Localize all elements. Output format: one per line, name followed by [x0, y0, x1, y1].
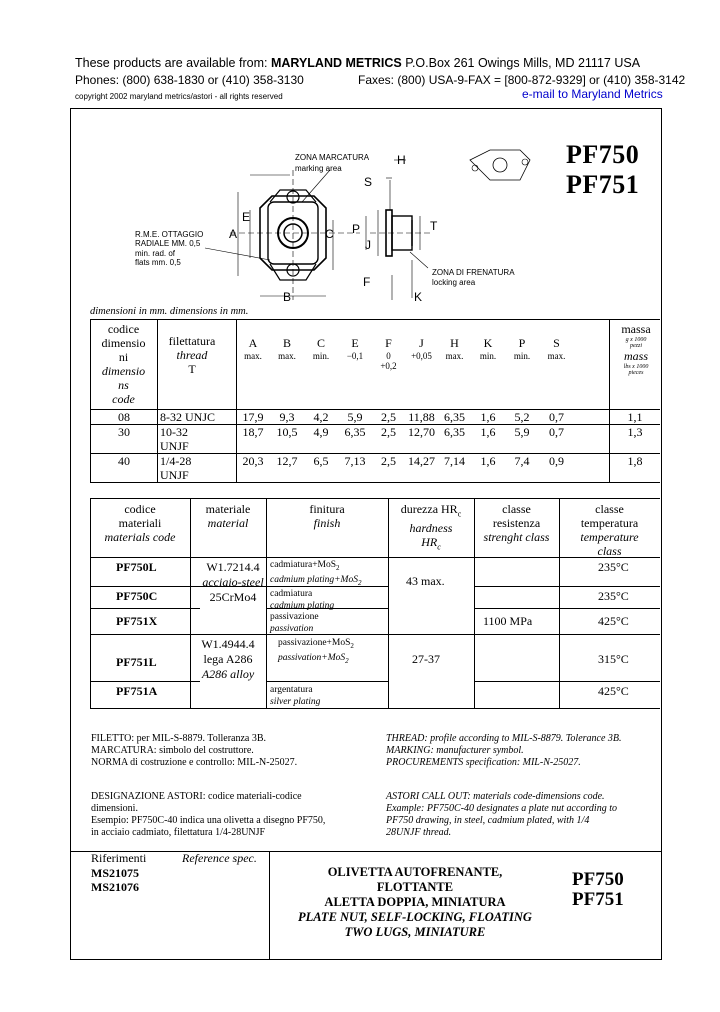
mat-25crmo4: 25CrMo4: [209, 590, 257, 604]
fin-argentatura: argentatura: [270, 685, 313, 695]
dim-cell: 10,5: [276, 425, 298, 439]
mh-materiali: materiali: [118, 516, 162, 530]
copyright: copyright 2002 maryland metrics/astori - all rights reserved: [75, 92, 283, 101]
desc-olivetta: OLIVETTA AUTOFRENANTE,: [327, 865, 503, 879]
note-acciaio: in acciaio cadmiato, filettatura 1/4-28UNJF: [91, 827, 266, 838]
locking-area-label: locking area: [432, 278, 476, 287]
note-norma: NORMA di costruzione e controllo: MIL-N-25027.: [91, 757, 298, 768]
dim-letter-p: P: [352, 222, 361, 236]
dim-col-head: [405, 336, 438, 361]
dim-cell: 5,2: [514, 410, 530, 424]
mat-code-pf750l: PF750L: [116, 560, 157, 574]
notes-italian: [91, 733, 297, 769]
mat-code-pf751l: PF751L: [116, 655, 157, 669]
desc-aletta: ALETTA DOPPIA, MINIATURA: [324, 895, 506, 909]
fin-text-en: passivation+MoS: [278, 652, 346, 663]
dim-col-head: [505, 336, 539, 361]
raccordo-label-3: min. rad. of: [135, 249, 176, 258]
mh-materials-code: materials code: [104, 530, 176, 544]
mh-durezza: durezza HR: [400, 502, 458, 516]
dim-col-letter: E: [351, 336, 359, 350]
zona-marcatura-label: ZONA MARCATURA: [295, 153, 370, 162]
mat-row-sep: [90, 681, 200, 682]
dim-cell: 5,9: [514, 425, 530, 439]
strength-1100: 1100 MPa: [483, 614, 533, 628]
dim-cell: 6,35: [344, 425, 366, 439]
dim-row-thread: 10-32: [160, 425, 188, 439]
h-pieces: pieces: [628, 370, 644, 376]
note-marking: MARKING: manufacturer symbol.: [386, 745, 524, 756]
dim-cell: 7,14: [444, 454, 465, 468]
mat-row-sep: [90, 608, 200, 609]
dim-col-letter: H: [450, 336, 459, 350]
dim-cell: 0,7: [549, 425, 564, 439]
dim-row-thread: 1/4-28: [160, 454, 192, 468]
material-a286: [190, 637, 266, 682]
dim-col-head: [236, 336, 270, 361]
dim-letter-b: B: [283, 290, 292, 304]
ms21075: MS21075: [91, 866, 139, 880]
mh-codice: codice: [124, 502, 156, 516]
mh-resistenza: resistenza: [492, 516, 541, 530]
dim-col-letter: A: [248, 336, 258, 350]
technical-drawing: [130, 140, 560, 310]
raccordo-label-2: RADIALE MM. 0,5: [135, 239, 201, 248]
dim-letter-c: C: [325, 227, 334, 241]
mh-class: class: [597, 544, 622, 558]
dim-col-head: [270, 336, 304, 361]
mat-table-top: [90, 498, 660, 499]
mat-code-pf751x: PF751X: [116, 614, 158, 628]
fin-cadmium-plating: cadmium plating: [270, 601, 335, 611]
dim-col-head: [338, 336, 372, 361]
mat-head-code: [90, 502, 190, 544]
dim-cell: 14,27: [408, 454, 435, 468]
mat-head-temp: [559, 502, 660, 558]
dim-col-letter: C: [316, 336, 325, 350]
dim-cell: 6,5: [313, 454, 329, 468]
mat-head-finish: [266, 502, 388, 530]
riferimenti-label: Riferimenti: [91, 851, 147, 865]
dim-letter-t: T: [430, 219, 438, 233]
dim-head-mass: [609, 322, 663, 376]
h-lbs1000: lbs x 1000: [623, 364, 649, 370]
mat-acciaio: acciaio-steel: [202, 575, 264, 589]
raccordo-label-4: flats mm. 0,5: [135, 258, 181, 267]
dim-table-top: [90, 319, 660, 320]
mh-finish: finish: [313, 516, 341, 530]
dim-cell: 12,7: [276, 454, 298, 468]
note-drawing: PF750 drawing, in steel, cadmium plated, with 1/4: [386, 815, 590, 826]
dim-cell: 6,35: [444, 425, 465, 439]
h-ns: ns: [118, 378, 129, 392]
hardness-27-37: 27-37: [412, 652, 440, 666]
dim-head-code: [90, 322, 157, 406]
footer-pf750: PF750: [572, 869, 624, 890]
note-filetto: FILETTO: per MIL-S-8879. Tolleranza 3B.: [91, 733, 267, 744]
dim-cell: 0,7: [549, 410, 564, 424]
dim-col-letter: S: [553, 336, 560, 350]
mh-hr: HR: [421, 535, 438, 550]
dim-cell: 17,9: [242, 410, 264, 424]
mat-table-bottom: [90, 708, 660, 709]
h-code: code: [112, 392, 135, 406]
fin-passivazione: passivazione: [270, 612, 319, 622]
dim-row-thread-2: UNJF: [160, 468, 189, 482]
mh-classe: classe: [502, 502, 531, 516]
dim-letter-h: H: [397, 153, 406, 167]
finish-silver: [270, 684, 320, 708]
dim-cell: 1,6: [480, 454, 496, 468]
dim-letter-a: A: [229, 227, 238, 241]
temp-pf750l: 235°C: [598, 560, 629, 574]
mat-row-sep: [90, 634, 660, 635]
h-pezzi: pezzi: [630, 343, 642, 349]
mh-classe2: classe: [595, 502, 624, 516]
dim-letter-s: S: [364, 175, 373, 189]
mh-finitura: finitura: [309, 502, 345, 516]
mh-temperature: temperature: [580, 530, 639, 544]
fin-text: passivazione+MoS: [278, 638, 351, 648]
fin-sub: 2: [336, 563, 340, 572]
dim-row-code: 30: [118, 425, 130, 439]
temp-pf751x: 425°C: [598, 614, 629, 628]
designation-english: [386, 791, 617, 839]
h-dimensio-en: dimensio: [101, 364, 146, 378]
mat-w14944: W1.4944.4: [201, 637, 255, 651]
fin-sub-en: 2: [357, 578, 362, 587]
note-thread: THREAD: profile according to MIL-S-8879. Tolerance 3B.: [386, 733, 622, 744]
company-address: P.O.Box 261 Owings Mills, MD 21117 USA: [405, 56, 641, 70]
h-filettatura: filettatura: [168, 334, 216, 348]
title-pf751: PF751: [566, 170, 640, 199]
dim-letter-f: F: [363, 275, 371, 289]
dim-col-letter: F: [385, 336, 392, 350]
notes-english: [386, 733, 622, 769]
mat-row-sep: [266, 681, 388, 682]
mat-w17214: W1.7214.4: [206, 560, 260, 574]
fin-text: cadmiatura+MoS: [270, 560, 337, 570]
fin-passivation: passivation: [270, 624, 314, 634]
hardness-43max: 43 max.: [406, 574, 445, 588]
header-prefix: These products are available from:: [75, 56, 268, 70]
dim-cell: 9,3: [279, 410, 295, 424]
dim-col-head: [304, 336, 338, 361]
mh-material: material: [207, 516, 249, 530]
h-mass: mass: [623, 349, 648, 363]
dim-cell: 20,3: [242, 454, 264, 468]
fin-text-en: cadmium plating+MoS: [270, 574, 358, 585]
note-designazione: DESIGNAZIONE ASTORI: codice materiali-codice: [91, 791, 302, 802]
company-name: MARYLAND METRICS: [270, 56, 402, 70]
dim-col-sub: 0: [386, 351, 391, 361]
h-codice: codice: [107, 322, 140, 336]
fin-sub: 2: [350, 641, 354, 650]
desc-two-lugs: TWO LUGS, MINIATURE: [344, 925, 486, 939]
mat-code-pf750c: PF750C: [116, 589, 158, 603]
mat-lega: lega A286: [203, 652, 253, 666]
temp-pf751l: 315°C: [598, 652, 629, 666]
reference-spec-label: Reference spec.: [182, 851, 257, 865]
dim-row-thread-2: UNJF: [160, 439, 189, 453]
mh-sub-c2: c: [437, 542, 441, 552]
h-massa: massa: [621, 322, 651, 336]
fin-silver-plating: silver plating: [270, 697, 321, 707]
mat-head-strength: [474, 502, 559, 544]
dim-row-thread: 8-32 UNJC: [160, 410, 216, 424]
mat-a286-alloy: A286 alloy: [201, 667, 255, 681]
dim-col-sub: max.: [547, 351, 566, 361]
note-procurements: PROCUREMENTS specification: MIL-N-25027.: [386, 757, 581, 768]
note-marcatura: MARCATURA: simbolo del costruttore.: [91, 745, 254, 756]
mh-hardness: hardness: [409, 521, 453, 536]
phones: Phones: (800) 638-1830 or (410) 358-3130: [75, 73, 304, 87]
dim-col-letter: K: [483, 336, 493, 350]
dim-cell: 4,9: [313, 425, 329, 439]
fin-cadmiatura: cadmiatura: [270, 589, 313, 599]
dim-cell: 0,9: [549, 454, 564, 468]
dim-cell: 2,5: [381, 454, 396, 468]
dim-cell: 6,35: [444, 410, 465, 424]
header-line1: [75, 56, 640, 70]
h-thread: thread: [176, 348, 208, 362]
dim-col-sub: −0,1: [346, 351, 364, 361]
dim-letter-j: J: [365, 238, 371, 252]
dim-cell: 11,88: [408, 410, 435, 424]
note-dimensioni: dimensioni.: [91, 803, 138, 814]
mat-row-sep: [474, 608, 660, 609]
finish-passivation: [270, 611, 319, 635]
dim-head-thread: [157, 334, 227, 376]
dim-col-sub: +0,05: [411, 351, 432, 361]
dim-col-letter: J: [419, 336, 424, 350]
dim-cell: 4,2: [313, 410, 329, 424]
dim-letter-k: K: [414, 290, 423, 304]
footer-description: [270, 865, 560, 940]
designation-italian: [91, 791, 325, 839]
dim-cell: 2,5: [381, 425, 396, 439]
dim-col-sub: max.: [244, 351, 262, 361]
dim-cell: 18,7: [242, 425, 264, 439]
fin-sub-en: 2: [345, 656, 349, 665]
h-dimensio: dimensio: [101, 336, 146, 350]
faxes: Faxes: (800) USA-9-FAX = [800-872-9329] or (410) 358-3142: [358, 73, 686, 87]
finish-cad-mos2: [270, 559, 361, 589]
mh-sub-c: c: [457, 509, 462, 519]
dim-cell: 1,1: [627, 410, 643, 424]
dim-col-letter: B: [282, 336, 291, 350]
dim-row-code: 08: [118, 410, 130, 424]
title-pf750: PF750: [566, 140, 640, 169]
dim-col-sub: min.: [312, 351, 330, 361]
dim-col-sub: max.: [445, 351, 464, 361]
footer-top-line: [70, 851, 662, 852]
raccordo-label-1: R.M.E. OTTAGGIO: [135, 230, 204, 239]
h-ni: ni: [118, 350, 129, 364]
dim-cell: 1,6: [480, 425, 496, 439]
mh-temperatura: temperatura: [580, 516, 639, 530]
dim-col-sub: max.: [278, 351, 296, 361]
mh-materiale: materiale: [205, 502, 251, 516]
mat-head-material: [190, 502, 266, 530]
dim-cell: 7,13: [344, 454, 366, 468]
mat-code-pf751a: PF751A: [116, 684, 158, 698]
dim-row-code: 40: [118, 454, 130, 468]
note-callout: ASTORI CALL OUT: materials code-dimensions code.: [386, 791, 605, 802]
dim-col-sub2: +0,2: [380, 361, 397, 371]
dim-col-head: [372, 336, 405, 371]
material-steel: [190, 560, 276, 605]
dim-col-sub: min.: [513, 351, 531, 361]
note-esempio: Esempio: PF750C-40 indica una olivetta a disegno PF750,: [91, 815, 326, 826]
dim-cell: 7,4: [514, 454, 530, 468]
mat-head-hardness: [388, 502, 474, 555]
dim-cell: 1,3: [627, 425, 643, 439]
note-28unjf: 28UNJF thread.: [386, 827, 452, 838]
ms21076: MS21076: [91, 880, 139, 894]
dim-cell: 1,8: [627, 454, 643, 468]
note-example: Example: PF750C-40 designates a plate nut according to: [386, 803, 617, 814]
dim-col-sub: min.: [479, 351, 497, 361]
temp-pf750c: 235°C: [598, 589, 629, 603]
mat-row-sep: [474, 586, 660, 587]
email-link[interactable]: e-mail to Maryland Metrics: [522, 87, 663, 101]
dim-col-letter: P: [518, 336, 526, 350]
temp-pf751a: 425°C: [598, 684, 629, 698]
zona-frenatura-label: ZONA DI FRENATURA: [432, 268, 515, 277]
desc-plate-nut: PLATE NUT, SELF-LOCKING, FLOATING: [298, 910, 532, 924]
desc-flottante: FLOTTANTE: [376, 880, 454, 894]
dim-col-head: [471, 336, 505, 361]
h-t: T: [188, 362, 196, 376]
mat-row-sep: [474, 681, 660, 682]
h-g1000: g x 1000: [625, 337, 647, 343]
dim-letter-e: E: [242, 210, 251, 224]
dim-col-head: [539, 336, 574, 361]
dim-cell: 12,70: [408, 425, 435, 439]
footer-pf751: PF751: [572, 889, 624, 910]
dim-cell: 2,5: [381, 410, 396, 424]
dim-cell: 5,9: [347, 410, 363, 424]
finish-cad: [270, 588, 334, 612]
marking-area-label: marking area: [295, 164, 342, 173]
dims-caption: dimensioni in mm. dimensions in mm.: [90, 306, 249, 317]
finish-pass-mos2: [278, 637, 354, 667]
mh-strenght-class: strenght class: [483, 530, 550, 544]
dim-cell: 1,6: [480, 410, 496, 424]
dim-col-head: [438, 336, 471, 361]
